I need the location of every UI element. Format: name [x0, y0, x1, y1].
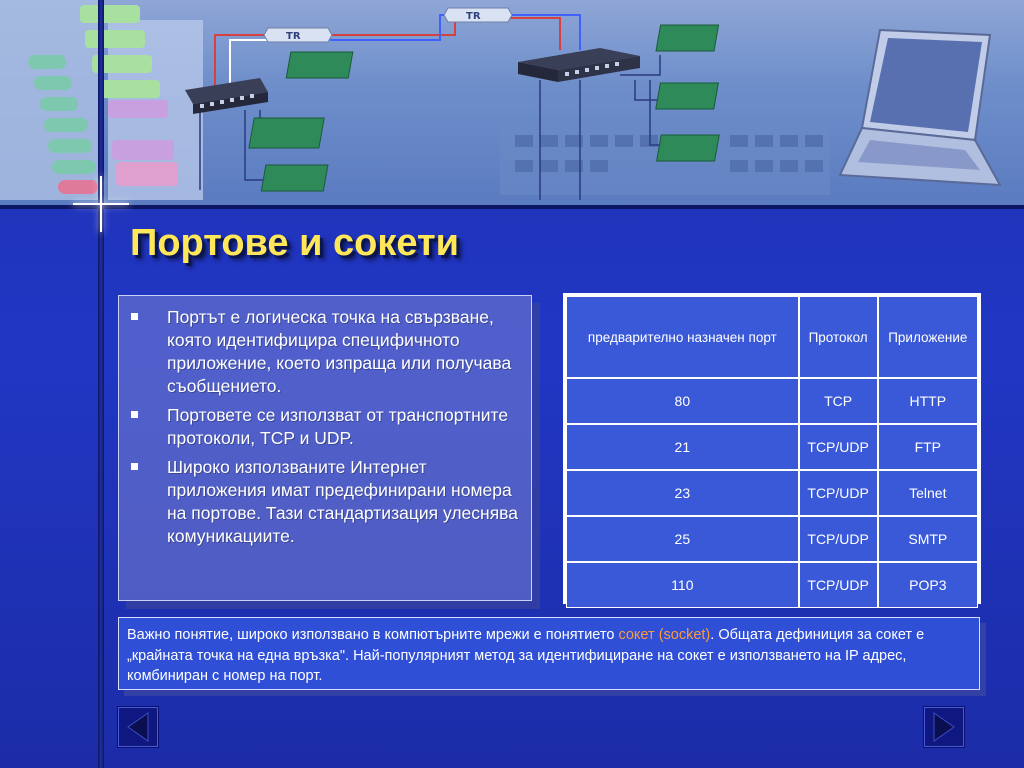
bullet-item: [129, 456, 519, 548]
cell-port: 110: [566, 562, 799, 608]
arrow-right-icon: [924, 707, 964, 747]
cell-port: 21: [566, 424, 799, 470]
table-row: [566, 516, 978, 562]
square-bullet-icon: [131, 313, 138, 320]
cell-port: 23: [566, 470, 799, 516]
table-row: [566, 378, 978, 424]
square-bullet-icon: [131, 411, 138, 418]
next-slide-button[interactable]: [923, 706, 965, 748]
cell-protocol: TCP/UDP: [799, 470, 878, 516]
tr-bridge-2: [444, 8, 512, 22]
header-protocol: Протокол: [799, 296, 878, 378]
cell-application: Telnet: [878, 470, 978, 516]
banner-divider: [0, 205, 1024, 209]
vertical-accent-line: [98, 0, 104, 768]
bullet-item: [129, 306, 519, 398]
socket-info-box: [118, 617, 980, 690]
arrow-left-icon: [118, 707, 158, 747]
network-illustration: [0, 0, 1024, 205]
previous-slide-button[interactable]: [117, 706, 159, 748]
svg-text:TR: TR: [466, 11, 481, 22]
bullet-panel: [118, 295, 532, 601]
ports-table-container: [563, 293, 981, 604]
header-port: предварително назначен порт: [566, 296, 799, 378]
square-bullet-icon: [131, 463, 138, 470]
slide-title: Портове и сокети: [130, 222, 459, 264]
info-text-start: Важно понятие, широко използвано в компютърните мрежи е понятието: [127, 627, 619, 643]
cell-protocol: TCP/UDP: [799, 424, 878, 470]
table-row: [566, 470, 978, 516]
svg-text:TR: TR: [286, 31, 301, 42]
table-row: [566, 424, 978, 470]
bullet-text: Широко използваните Интернет приложения имат предефинирани номера на портове. Тази стандартизация улеснява комуникациите.: [167, 457, 518, 546]
table-row: [566, 562, 978, 608]
header-banner: [0, 0, 1024, 205]
bullet-list: [129, 306, 519, 548]
cell-port: 25: [566, 516, 799, 562]
cell-application: POP3: [878, 562, 978, 608]
cell-application: HTTP: [878, 378, 978, 424]
socket-highlight: сокет (socket): [618, 627, 711, 643]
ports-table: [566, 296, 978, 608]
hub-right: [518, 48, 640, 82]
bullet-item: [129, 404, 519, 450]
cell-application: SMTP: [878, 516, 978, 562]
cell-protocol: TCP/UDP: [799, 562, 878, 608]
tr-bridge-1: [264, 28, 332, 42]
title-container: [130, 222, 459, 265]
cell-port: 80: [566, 378, 799, 424]
cell-protocol: TCP/UDP: [799, 516, 878, 562]
bullet-text: Портът е логическа точка на свързване, която идентифицира специфичното приложение, което изпраща или получава съобщението.: [167, 307, 512, 396]
laptop-graphic: [840, 30, 1000, 185]
bullet-text: Портовете се използват от транспортните протоколи, TCP и UDP.: [167, 405, 509, 448]
cell-protocol: TCP: [799, 378, 878, 424]
table-header-row: [566, 296, 978, 378]
cell-application: FTP: [878, 424, 978, 470]
info-text-end: . Общата дефиниция за сокет е „крайната точка на една връзка". Най-популярният метод за идентифициране на сокет е използването на IP адрес, комбиниран с номер на порт.: [127, 627, 925, 684]
header-application: Приложение: [878, 296, 978, 378]
